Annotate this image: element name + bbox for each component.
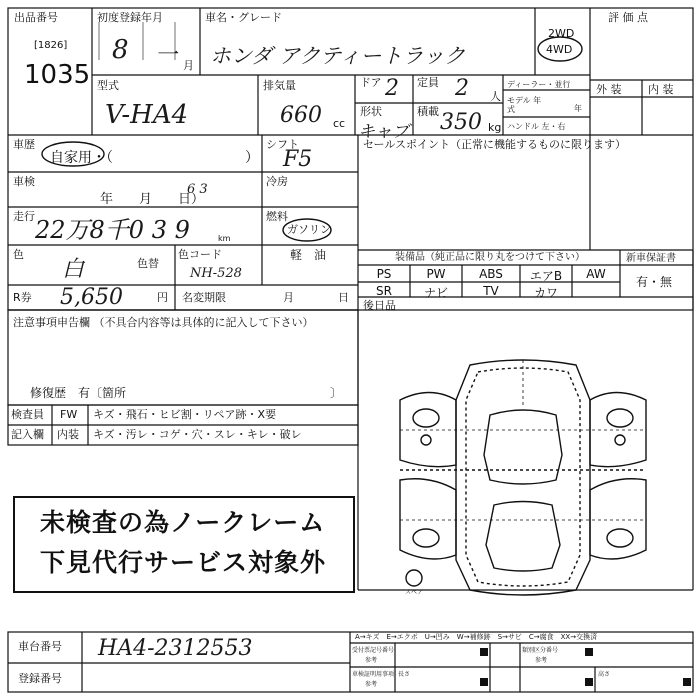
- cooling-label: 冷房: [266, 175, 288, 188]
- inspection-label: 車検: [13, 175, 35, 188]
- equip-navi: ナビ: [423, 286, 448, 300]
- doors-label: ドア: [360, 76, 382, 89]
- int-items: キズ・汚レ・コゲ・穴・スレ・キレ・破レ: [93, 428, 302, 441]
- reg-label: 登録番号: [18, 672, 62, 685]
- equip-airbag: エアB: [529, 269, 563, 283]
- sales-point-label: セールスポイント（正常に機能するものに限ります）: [363, 138, 627, 151]
- recycle-label: R券: [13, 291, 32, 304]
- first-reg-month-unit: 月: [183, 59, 194, 72]
- warranty-label: 新車保証書: [626, 253, 676, 264]
- color-code: NH-528: [190, 266, 242, 281]
- box1-b: 参考: [365, 657, 378, 664]
- shape-label: 形状: [360, 105, 382, 118]
- fuel-label: 燃料: [266, 210, 288, 223]
- equip-sr: SR: [376, 284, 392, 298]
- load-unit: kg: [488, 121, 502, 134]
- handle-label: ハンドル 左・右: [507, 122, 566, 131]
- chassis-label: 車台番号: [18, 640, 62, 653]
- mileage-label: 走行: [13, 210, 35, 223]
- transfer-day: 日: [338, 291, 349, 304]
- int-label: 内装: [57, 428, 79, 441]
- doors: 2: [385, 76, 399, 101]
- legend: A→キズ E→エクボ U→凹み W→補修跡 S→サビ C→腐食 XX→交換済: [355, 633, 598, 641]
- capacity-label: 定員: [417, 76, 439, 89]
- fuel-gas: ガソリン: [287, 223, 331, 236]
- mileage: 22万8千0 3 9: [35, 216, 190, 244]
- load-label: 積載: [417, 105, 439, 118]
- history-close: ）: [245, 150, 259, 166]
- spare-label: スペア: [405, 589, 424, 596]
- lot-sub: [1826]: [34, 40, 68, 51]
- box4-b: 参考: [535, 657, 548, 664]
- box2-b: 参考: [365, 681, 378, 688]
- inspector-label-1: 検査員: [11, 408, 44, 421]
- recycle-unit: 円: [157, 291, 168, 304]
- car-diagram: [400, 360, 646, 595]
- history-value: 自家用・（: [50, 150, 113, 166]
- color-change-label: 色替: [137, 257, 159, 270]
- equip-ps: PS: [376, 267, 392, 281]
- rating-label: 評 価 点: [608, 11, 648, 24]
- box1-a: 受付票記号番号: [352, 647, 395, 654]
- transfer-label: 名変期限: [182, 291, 226, 304]
- notice-line-2: 下見代行サービス対象外: [40, 548, 327, 577]
- equip-abs: ABS: [479, 267, 503, 281]
- drive-4wd: 4WD: [546, 43, 573, 56]
- car-name: ホンダ アクティートラック: [210, 44, 466, 68]
- inspector-label-2: 記入欄: [11, 428, 44, 441]
- model-year-label: モデル 年式: [507, 96, 542, 114]
- first-reg-label: 初度登録年月: [97, 11, 163, 24]
- notice-line-1: 未検査の為ノークレーム: [40, 508, 326, 537]
- box4-a: 類別区分番号: [522, 647, 559, 654]
- color-code-label: 色コード: [178, 248, 222, 261]
- shift-value: F5: [283, 147, 313, 172]
- displacement-unit: cc: [333, 117, 346, 130]
- warranty-value: 有・無: [636, 275, 673, 289]
- chassis-no: HA4-2312553: [98, 636, 253, 661]
- fw-label: FW: [60, 408, 78, 421]
- box5-a: 高さ: [598, 671, 611, 678]
- box3-a: 長さ: [398, 671, 411, 678]
- box2-a: 車検証明用事項: [352, 671, 395, 678]
- capacity: 2: [455, 76, 469, 101]
- capacity-unit: 人: [490, 90, 501, 103]
- equip-tv: TV: [483, 284, 499, 298]
- car-name-label: 車名・グレード: [205, 11, 282, 24]
- shape: キャブ: [358, 122, 409, 142]
- shift-label: シフト: [266, 138, 299, 151]
- fuel-diesel: 軽 油: [290, 248, 327, 262]
- dealer-label: ディーラー・並行: [507, 80, 571, 89]
- lot-no-label: 出品番号: [14, 11, 58, 24]
- repair-label: 修復歴 有〔箇所: [30, 386, 127, 400]
- first-reg-year: 8: [112, 35, 129, 65]
- displacement: 660: [280, 103, 322, 128]
- model: V-HA4: [105, 100, 189, 130]
- mileage-unit: km: [218, 234, 231, 243]
- model-year-unit: 年: [574, 104, 582, 113]
- inspection-hw: 6 3: [187, 182, 208, 197]
- equip-aw: AW: [586, 267, 606, 281]
- interior-label: 内 装: [648, 83, 674, 96]
- first-reg-month: 一: [155, 43, 178, 68]
- inspection-text: 年 月 日）: [100, 192, 205, 207]
- repair-close: 〕: [330, 386, 343, 400]
- equip-pw: PW: [426, 267, 446, 281]
- displacement-label: 排気量: [263, 79, 296, 92]
- lot-no: 1035: [24, 60, 91, 90]
- fw-items: キズ・飛石・ヒビ割・リペア跡・X要: [93, 408, 277, 421]
- drive-2wd: 2WD: [548, 27, 575, 40]
- model-label: 型式: [97, 79, 119, 92]
- equip-leather: カワ: [533, 286, 558, 300]
- recycle: 5,650: [60, 285, 123, 310]
- load: 350: [440, 110, 482, 135]
- exterior-label: 外 装: [596, 83, 622, 96]
- transfer-month: 月: [283, 291, 294, 304]
- equipment-title: 装備品（純正品に限り丸をつけて下さい）: [395, 252, 585, 263]
- history-label: 車歴: [13, 138, 35, 151]
- later-label: 後日品: [363, 299, 396, 312]
- color-label: 色: [13, 248, 24, 261]
- color: 白: [62, 257, 85, 282]
- notes-label: 注意事項申告欄 （不具合内容等は具体的に記入して下さい）: [13, 316, 314, 329]
